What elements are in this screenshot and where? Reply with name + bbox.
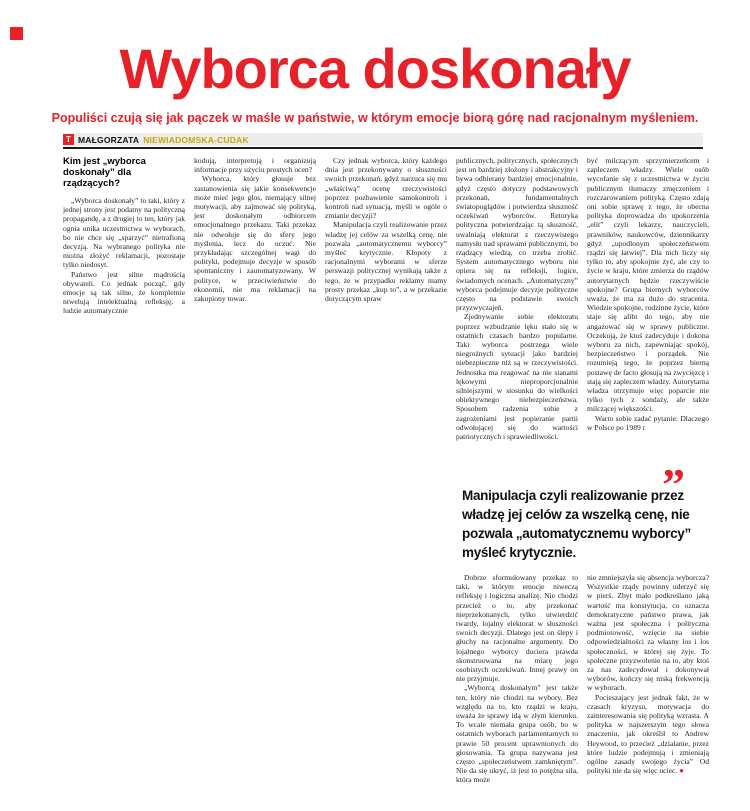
paragraph: Państwo jest silne mądrością obywateli. Co jednak począć, gdy emocje są tak silne, że kompletnie niwelują intelektualną refleksję, a ludzie automatycznie: [63, 269, 185, 316]
paragraph: „Wyborcą doskonałym” jest także ten, który nie chodzi na wybory. Bez względu na to, kto rządzi w kraju, uważa że sprawy idą w złym kierunku. To wcale niemała grupa osób, bo w ostatnich wyborach parlamentarnych to prawie 50 procent uprawnionych do głosowania. Ta grupa nazywana jest często „społeczeństwem zamkniętym”. Nie da się ukryć, iż jest to potężna siła, która może: [456, 683, 578, 785]
paragraph: być milczącym sprzymierzeńcem i zapleczem władzy. Wiele osób wycofanie się z uczestnictwa w życiu publicznym tłumaczy zmęczeniem i rozczarowaniem polityką. Często zdają oni sobie sprawę z tego, że obecna polityka doprowadza do upokorzenia „elit” czyli lekarzy, nauczycieli, prawników, naukowców, dziennikarzy gdyż „upodlonym społeczeństwem rządzi się łatwiej”. Dla nich liczy się tylko to, aby spokojnie żyć, ale czy to życie w kraju, które zmierza do rządów autorytarnych będzie rzeczywiście spokojne? Grupa biernych wyborców uważa, że ma za dużo do stracenia. Wiedzie spokojne, rodzinne życie, które staje się alibi do tego, aby nie angażować się w sprawy publiczne. Oczekują, że ktoś zadecyduje i dokona wyboru za nich, zapewniając spokój, bezpieczeństwo i porządek. Nie rozumieją tego, że poprzez bierną postawę de facto głosują na zwycięzcę i stają się zapleczem władzy. Autorytarna władza otrzymuje więc poparcie nie tylko tych z sondaży, ale także milczącej większości.: [587, 156, 709, 414]
paragraph: Manipulacja czyli realizowanie przez władzę jej celów za wszelką cenę, nie pozwala „automatycznemu wyborcy” myśleć krytycznie. Kłopoty z racjonalnymi wyborami w sferze perswazji politycznej wynikają także z tego, że w przypadku reklamy mamy prosty przekaz „kup to”, a w przekazie dotyczącym spraw: [325, 220, 447, 304]
pull-quote: Manipulacja czyli realizowanie przez władzę jej celów za wszelką cenę, nie pozwala „automatycznemu wyborcy” myśleć krytycznie.: [462, 488, 691, 560]
publisher-logo-icon: T: [63, 134, 74, 145]
column-1: [63, 156, 185, 316]
byline: [63, 133, 703, 146]
paragraph: Czy jednak wyborca, który każdego dnia jest przekonywany o słuszności swoich przekonań, gdyż narzuca się mu „właściwą” ocenę rzeczywistości poprzez pozbawienie samokontroli i kontroli nad sytuacją, myśli w ogóle o zmianie decyzji?: [325, 156, 447, 221]
author-last-name: NIEWIADOMSKA-CUDAK: [143, 134, 249, 145]
paragraph: [587, 693, 709, 776]
paragraph: Zjednywanie sobie elektoratu poprzez wzbudzanie lęku stało się w ostatnich czasach bardzo popularne. Taki wyborca postrzega wiele niegroźnych sytuacji jako bardziej niebezpieczne niż są w rzeczywistości. Jednostka ma reagować na nie stanami lękowymi nieproporcjonalnie silniejszymi w stosunku do wielkości obiektywnego niebezpieczeństwa. Sposobem radzenia sobie z zagrożeniami jest popieranie partii odwołującej się do wartości patriotycznych i sprawiedliwości.: [456, 312, 578, 442]
paragraph: Dobrze sformułowany przekaz to taki, w którym emocje niweczą refleksję i logiczna analizę. Nie chodzi przecież o to, aby przekonać nieprzekonanych, tylko utwierdzić twardy, lojalny elektorat w słuszności swoich decyzji. Dlatego jest on ślepy i głuchy na racjonalne argumenty. Do lojalnego wyborcy dociera prawda skonstruowana na miarę jego osobistych oczekiwań. Innej prawy on nie przyjmuje.: [456, 573, 578, 684]
end-of-article-mark: ●: [679, 766, 684, 776]
paragraph: Wyborca, który głosuje bez zastanowienia się jakie konsekwencje może mieć jego głos, niemający silnej motywacji, aby zajmować się polityką, jest doskonałym odbiorcem emocjonalnego przekazu. Taki przekaz nie odwołuje się do sfery jego myślenia, lecz do uczuć. Nie przykładając szczególnej wagi do polityki, podejmuje decyzje w sposób spontaniczny i zautomatyzowany. W polityce, w przeciwieństwie do ekonomii, nie ma reklamacji na zakupiony towar.: [194, 174, 316, 304]
column-5: [587, 156, 709, 432]
column-4: [456, 156, 578, 441]
paragraph-text: Pocieszający jest jednak fakt, że w czasach kryzysu, motywacja do zainteresowania się polityką wzrasta. A polityka w najszerszym tego słowa znaczeniu, jak określił to Andrew Heywood, to przecież „działanie, przez które ludzie podejmują i zmieniają ogólne zasady swojego życia” Od polityki nie da się więc uciec.: [587, 692, 709, 776]
byline-rule: [63, 147, 703, 149]
headline: Wyborca doskonały: [119, 37, 631, 100]
column-5-lower: [587, 573, 709, 775]
column-4-lower: [456, 573, 578, 785]
author-first-name: MAŁGORZATA: [78, 134, 140, 145]
column-2: [194, 156, 316, 303]
paragraph: nie zmniejszyła się absencja wyborcza? Wszystkie rządy powinny uderzyć się w pierś. Zbyt mało podkreślano jaką wartość ma konstytucja, co oznacza demokratyczne państwo prawa, jak ważna jest społeczna i polityczna podmiotowość, wzięcie na siebie odpowiedzialności za własny los i los społeczności, w której się żyje. To społeczne przyzwolenie na to, aby ktoś za nas zadecydował i dokonywał wyborów, kończy się niską frekwencją w wyborach.: [587, 573, 709, 693]
paragraph: „Wyborca doskonały” to taki, który z jednej strony jest podatny na polityczną propagandę, a z drugiej to ten, który jak ognia unika uczestnictwa w wyborach, bo nie chce się „sparzyć” nietrafioną decyzją. Na wybranego polityka nie można złożyć reklamacji, pozostaje tylko niedosyt.: [63, 196, 185, 270]
paragraph: Warto sobie zadać pytanie: Dlaczego w Polsce po 1989 r: [587, 413, 709, 432]
subtitle: Populiści czują się jak pączek w maśle w państwie, w którym emocje biorą górę nad racjonalnym myśleniem.: [51, 111, 699, 125]
paragraph: kodują, interpretują i organizują informacje przy użyciu prostych ocen?: [194, 156, 316, 175]
section-heading: Kim jest „wyborca doskonały” dla rządzących?: [63, 156, 146, 189]
paragraph: publicznych, politycznych, społecznych jest on bardziej złożony i abstrakcyjny i bywa odbierany bardziej emocjonalnie, gdyż często dotyczy podstawowych przekonań, fundamentalnych światopoglądów i potwierdza słuszność oczekiwań wyborców. Retoryka polityczna potwierdzając tą słuszność, uwalniają elektorat z rzeczywistego namysłu nad sprawami publicznymi, bo rządzący wiedzą, co trzeba zrobić. System automatycznego wyboru nie opiera się na refleksji, logice, świadomych ocenach. „Automatyczny” wyborca podejmuje decyzje polityczne często na podstawie swoich przyzwyczajeń.: [456, 156, 578, 313]
closing-quote-icon: ”: [662, 459, 685, 510]
column-3: [325, 156, 447, 303]
